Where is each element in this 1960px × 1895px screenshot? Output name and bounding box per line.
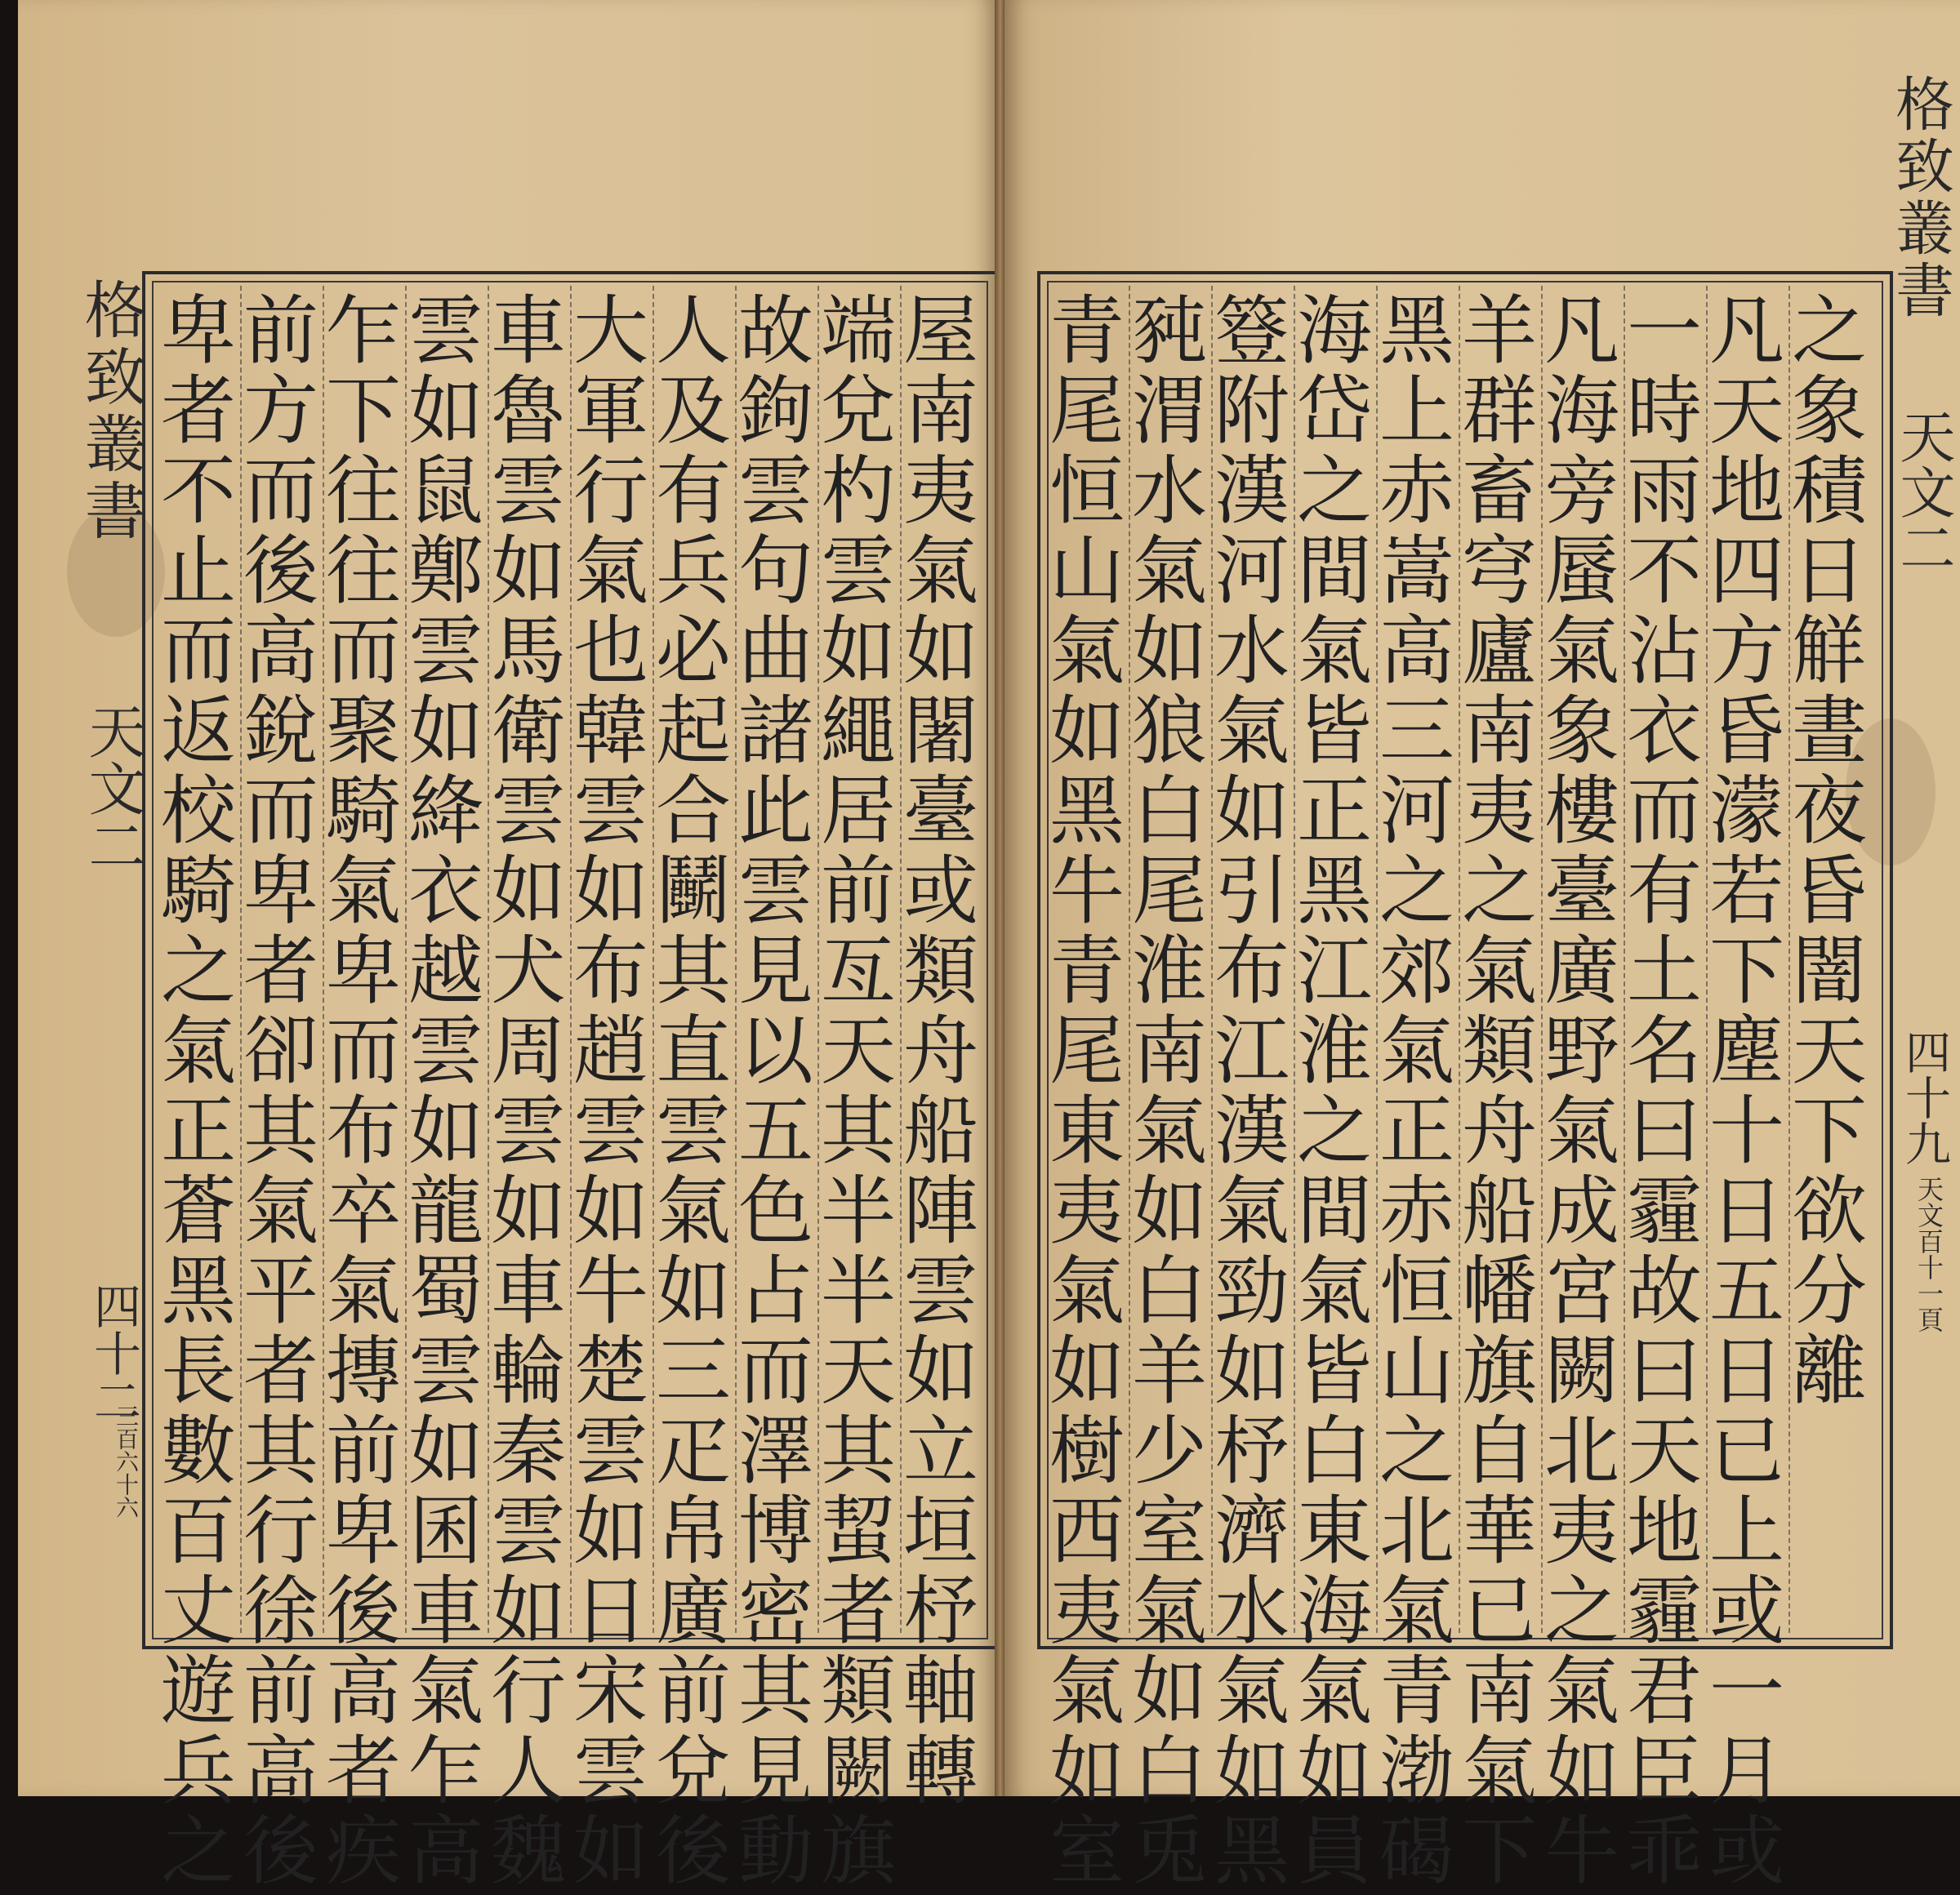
left-text-column-1: 屋 南 夷 氣 如 闍 臺 或 類 舟 船 陣 雲 如 立 垣 杼 軸 轉 <box>903 287 979 1815</box>
right-text-column-5: 羊 群 畜 穹 廬 南 夷 之 氣 類 舟 船 幡 旗 自 華 已 南 氣 下 <box>1462 287 1538 1895</box>
right-text-column-rule <box>1376 286 1378 1633</box>
right-text-column-10: 青 尾 恒 山 氣 如 黑 牛 青 尾 東 夷 氣 如 樹 西 夷 氣 如 室 <box>1049 287 1125 1895</box>
left-text-column-rule <box>570 286 572 1633</box>
left-text-column-rule <box>405 286 407 1633</box>
right-text-column-2: 凡 天 地 四 方 昏 濛 若 下 塵 十 日 五 日 已 上 或 一 月 或 <box>1709 287 1785 1895</box>
right-text-column-rule <box>1541 286 1543 1633</box>
right-text-column-3: 一 時 雨 不 沾 衣 而 有 土 名 曰 霾 故 曰 天 地 霾 君 臣 乖 <box>1627 287 1703 1895</box>
right-spine-mark: 天文二 <box>1891 408 1955 575</box>
right-text-column-9: 豘 渭 水 氣 如 狼 白 尾 淮 南 氣 如 白 羊 少 室 氣 如 白 兎 <box>1132 287 1208 1895</box>
left-text-column-2: 端 兌 杓 雲 如 繩 居 前 亙 天 其 半 半 天 其 蛪 者 類 闕 旗 <box>821 287 897 1895</box>
left-text-column-9: 前 方 而 後 高 銳 而 卑 者 卻 其 氣 平 者 其 行 徐 前 高 後 <box>243 287 319 1895</box>
right-spine-seq: 天文百十一頁 <box>1913 1176 1944 1332</box>
left-text-column-3: 故 鉤 雲 句 曲 諸 此 雲 見 以 五 色 占 而 澤 博 密 其 見 動 <box>738 287 814 1895</box>
right-text-column-8: 簦 附 漢 河 水 氣 如 引 布 江 漢 氣 勁 如 杼 濟 水 氣 如 黑 <box>1214 287 1290 1895</box>
book-spread <box>18 0 1960 1895</box>
right-spine-leaf: 四十九 <box>1898 1029 1951 1166</box>
right-text-column-7: 海 岱 之 間 氣 皆 正 黑 江 淮 之 間 氣 皆 白 東 海 氣 如 員 <box>1297 287 1373 1895</box>
right-spine-title: 格致叢書 <box>1886 73 1954 322</box>
right-text-column-rule <box>1294 286 1295 1633</box>
left-spine-leaf: 四十二 <box>86 1282 141 1424</box>
right-text-column-1: 之 象 積 日 觧 晝 夜 昏 闇 天 下 欲 分 離 <box>1792 287 1868 1415</box>
left-text-column-rule <box>488 286 489 1633</box>
right-text-column-4: 凡 海 旁 蜃 氣 象 樓 臺 廣 野 氣 成 宮 闕 北 夷 之 氣 如 牛 <box>1544 287 1620 1895</box>
right-text-column-rule <box>1211 286 1213 1633</box>
left-text-column-rule <box>323 286 324 1633</box>
right-text-column-rule <box>1706 286 1708 1633</box>
right-text-column-rule <box>1129 286 1130 1633</box>
right-page <box>1004 0 1960 1895</box>
left-text-column-4: 人 及 有 兵 必 起 合 鬭 其 直 雲 氣 如 三 疋 帛 廣 前 兌 後 <box>656 287 732 1895</box>
left-spine-seq: 三百六十六 <box>113 1404 140 1519</box>
left-text-column-7: 雲 如 鼠 鄭 雲 如 絳 衣 越 雲 如 龍 蜀 雲 如 囷 車 氣 乍 高 <box>408 287 484 1895</box>
right-text-column-6: 黑 上 赤 嵩 高 三 河 之 郊 氣 正 赤 恒 山 之 北 氣 青 渤 碣 <box>1379 287 1455 1895</box>
left-text-column-8: 乍 下 往 往 而 聚 騎 氣 卑 而 布 卒 氣 摶 前 卑 後 高 者 疾 <box>326 287 402 1895</box>
right-text-column-rule <box>1624 286 1625 1633</box>
left-text-column-rule <box>240 286 242 1633</box>
right-text-column-rule <box>1788 286 1790 1633</box>
left-spine-title: 格致叢書 <box>74 278 147 545</box>
left-spine-mark: 天文二 <box>79 702 146 874</box>
left-text-column-rule <box>735 286 737 1633</box>
left-text-column-5: 大 軍 行 氣 也 韓 雲 如 布 趙 雲 如 牛 楚 雲 如 日 宋 雲 如 <box>573 287 649 1895</box>
left-text-column-rule <box>653 286 654 1633</box>
left-text-column-rule <box>900 286 902 1633</box>
left-text-column-rule <box>817 286 819 1633</box>
left-text-column-10: 卑 者 不 止 而 返 校 騎 之 氣 正 蒼 黑 長 數 百 丈 遊 兵 之 <box>161 287 237 1895</box>
right-text-column-rule <box>1459 286 1460 1633</box>
left-page <box>18 0 997 1895</box>
left-text-column-6: 車 魯 雲 如 馬 衛 雲 如 犬 周 雲 如 車 輪 秦 雲 如 行 人 魏 <box>491 287 567 1895</box>
